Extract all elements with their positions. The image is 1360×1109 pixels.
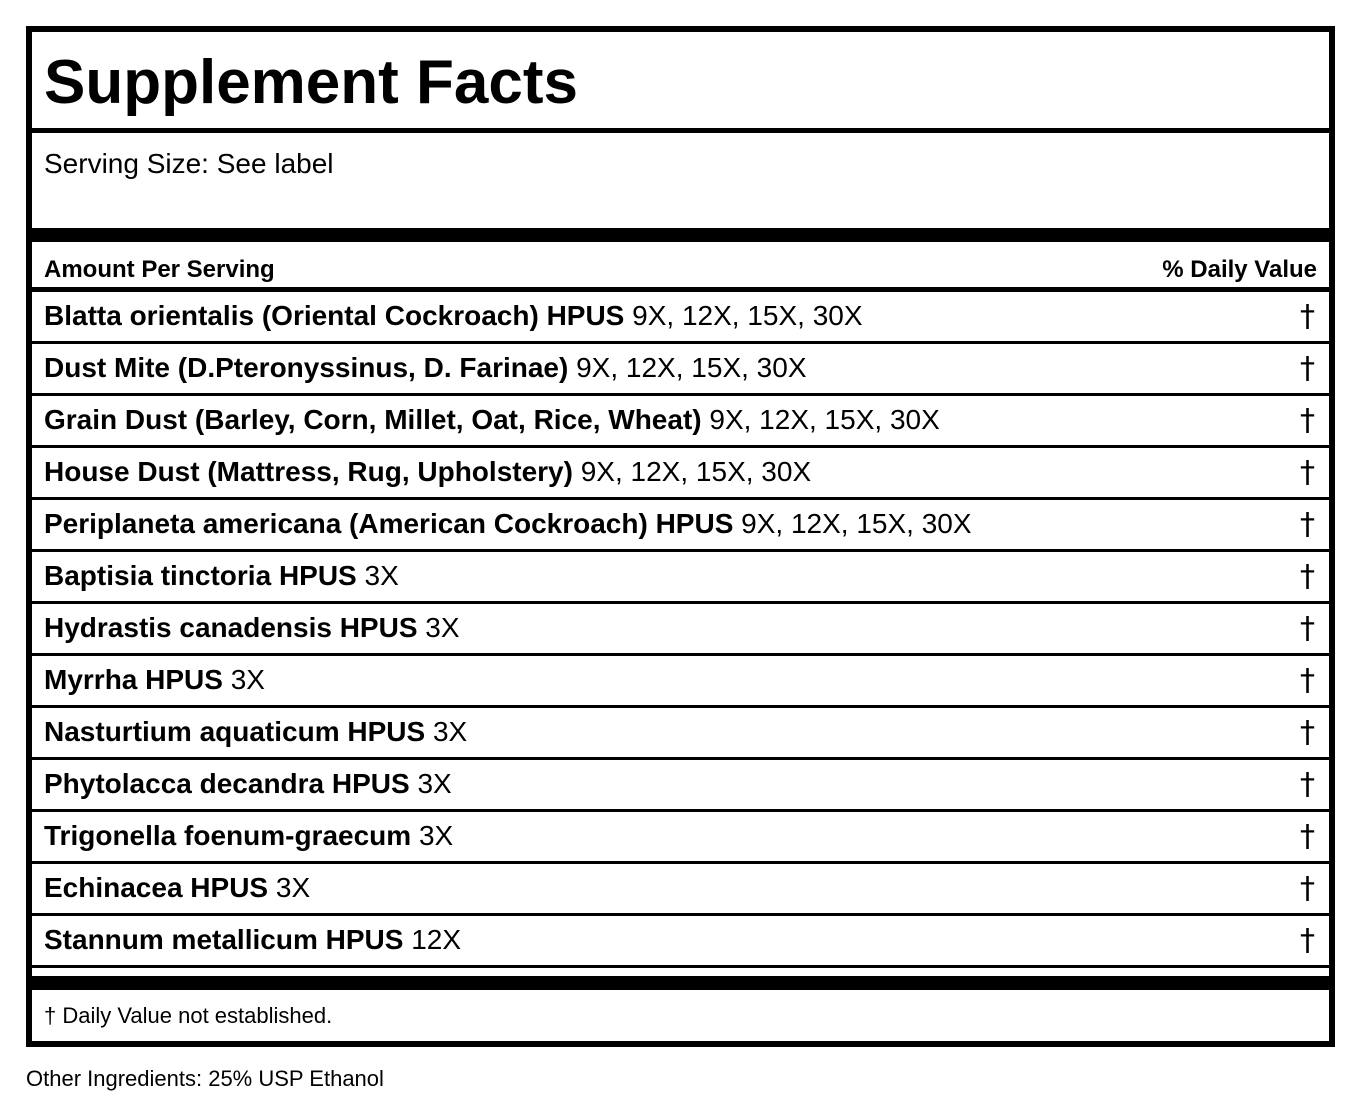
ingredient-text: [44, 302, 863, 330]
ingredient-name: Nasturtium aquaticum HPUS: [44, 716, 426, 747]
daily-value-dagger: †: [1300, 871, 1315, 906]
daily-value-dagger: †: [1300, 559, 1315, 594]
serving-size: Serving Size: See label: [44, 148, 334, 179]
ingredient-name: Myrrha HPUS: [44, 664, 223, 695]
daily-value-dagger: †: [1300, 663, 1315, 698]
row-divider: [32, 965, 1329, 968]
ingredient-row: [32, 292, 1329, 344]
ingredient-row: [32, 604, 1329, 656]
ingredient-text: [44, 822, 453, 850]
daily-value-dagger: †: [1300, 403, 1315, 438]
ingredient-row: [32, 448, 1329, 500]
ingredient-name: Phytolacca decandra HPUS: [44, 768, 410, 799]
thick-divider: [32, 228, 1329, 242]
ingredient-amount: 3X: [275, 872, 311, 903]
daily-value-dagger: †: [1300, 351, 1315, 386]
ingredient-amount: 3X: [418, 820, 454, 851]
ingredient-text: [44, 510, 972, 538]
ingredient-row: [32, 812, 1329, 864]
panel-title: Supplement Facts: [44, 48, 578, 117]
ingredient-amount: 3X: [417, 768, 452, 799]
daily-value-header: % Daily Value: [1162, 256, 1317, 283]
ingredient-amount: 3X: [364, 560, 399, 591]
ingredient-text: [44, 718, 467, 746]
ingredient-amount: 3X: [432, 716, 468, 747]
daily-value-dagger: †: [1300, 455, 1315, 490]
daily-value-dagger: †: [1300, 507, 1315, 542]
ingredient-text: [44, 926, 461, 954]
ingredient-text: [44, 458, 811, 486]
supplement-facts-panel: [26, 26, 1335, 1047]
ingredient-row: [32, 916, 1329, 968]
footnote: † Daily Value not established.: [44, 1003, 333, 1028]
title-divider: [32, 128, 1329, 133]
ingredient-amount: 12X: [411, 924, 462, 955]
bottom-thick-divider: [32, 976, 1329, 990]
daily-value-dagger: †: [1300, 767, 1315, 802]
ingredient-row: [32, 864, 1329, 916]
daily-value-dagger: †: [1300, 923, 1315, 958]
ingredient-row: [32, 396, 1329, 448]
ingredient-name: Echinacea HPUS: [44, 872, 269, 903]
ingredient-row: [32, 344, 1329, 396]
ingredient-amount: 9X, 12X, 15X, 30X: [741, 508, 972, 539]
ingredient-text: [44, 874, 310, 902]
ingredient-text: [44, 666, 265, 694]
ingredient-name: Periplaneta americana (American Cockroach) HPUS: [44, 508, 734, 539]
ingredient-text: [44, 354, 807, 382]
daily-value-dagger: †: [1300, 715, 1315, 750]
ingredient-name: Trigonella foenum-graecum: [44, 820, 412, 851]
ingredient-name: Grain Dust (Barley, Corn, Millet, Oat, Rice, Wheat): [44, 404, 702, 435]
ingredient-text: [44, 562, 399, 590]
ingredient-amount: 9X, 12X, 15X, 30X: [709, 404, 940, 435]
ingredient-amount: 9X, 12X, 15X, 30X: [576, 352, 807, 383]
ingredient-amount: 3X: [230, 664, 265, 695]
daily-value-dagger: †: [1300, 299, 1315, 334]
ingredient-row: [32, 760, 1329, 812]
ingredient-row: [32, 708, 1329, 760]
ingredient-row: [32, 552, 1329, 604]
daily-value-dagger: †: [1300, 819, 1315, 854]
ingredient-text: [44, 770, 452, 798]
ingredient-name: Dust Mite (D.Pteronyssinus, D. Farinae): [44, 352, 569, 383]
ingredient-name: House Dust (Mattress, Rug, Upholstery): [44, 456, 573, 487]
ingredient-name: Baptisia tinctoria HPUS: [44, 560, 357, 591]
ingredient-row: [32, 656, 1329, 708]
ingredient-name: Blatta orientalis (Oriental Cockroach) HPUS: [44, 300, 625, 331]
daily-value-dagger: †: [1300, 611, 1315, 646]
ingredient-row: [32, 500, 1329, 552]
other-ingredients: Other Ingredients: 25% USP Ethanol: [26, 1066, 384, 1091]
ingredient-amount: 9X, 12X, 15X, 30X: [580, 456, 812, 487]
ingredient-amount: 9X, 12X, 15X, 30X: [632, 300, 863, 331]
ingredient-name: Stannum metallicum HPUS: [44, 924, 404, 955]
amount-per-serving-header: Amount Per Serving: [44, 256, 275, 283]
ingredient-name: Hydrastis canadensis HPUS: [44, 612, 418, 643]
ingredient-amount: 3X: [425, 612, 460, 643]
ingredient-text: [44, 406, 940, 434]
ingredient-text: [44, 614, 460, 642]
